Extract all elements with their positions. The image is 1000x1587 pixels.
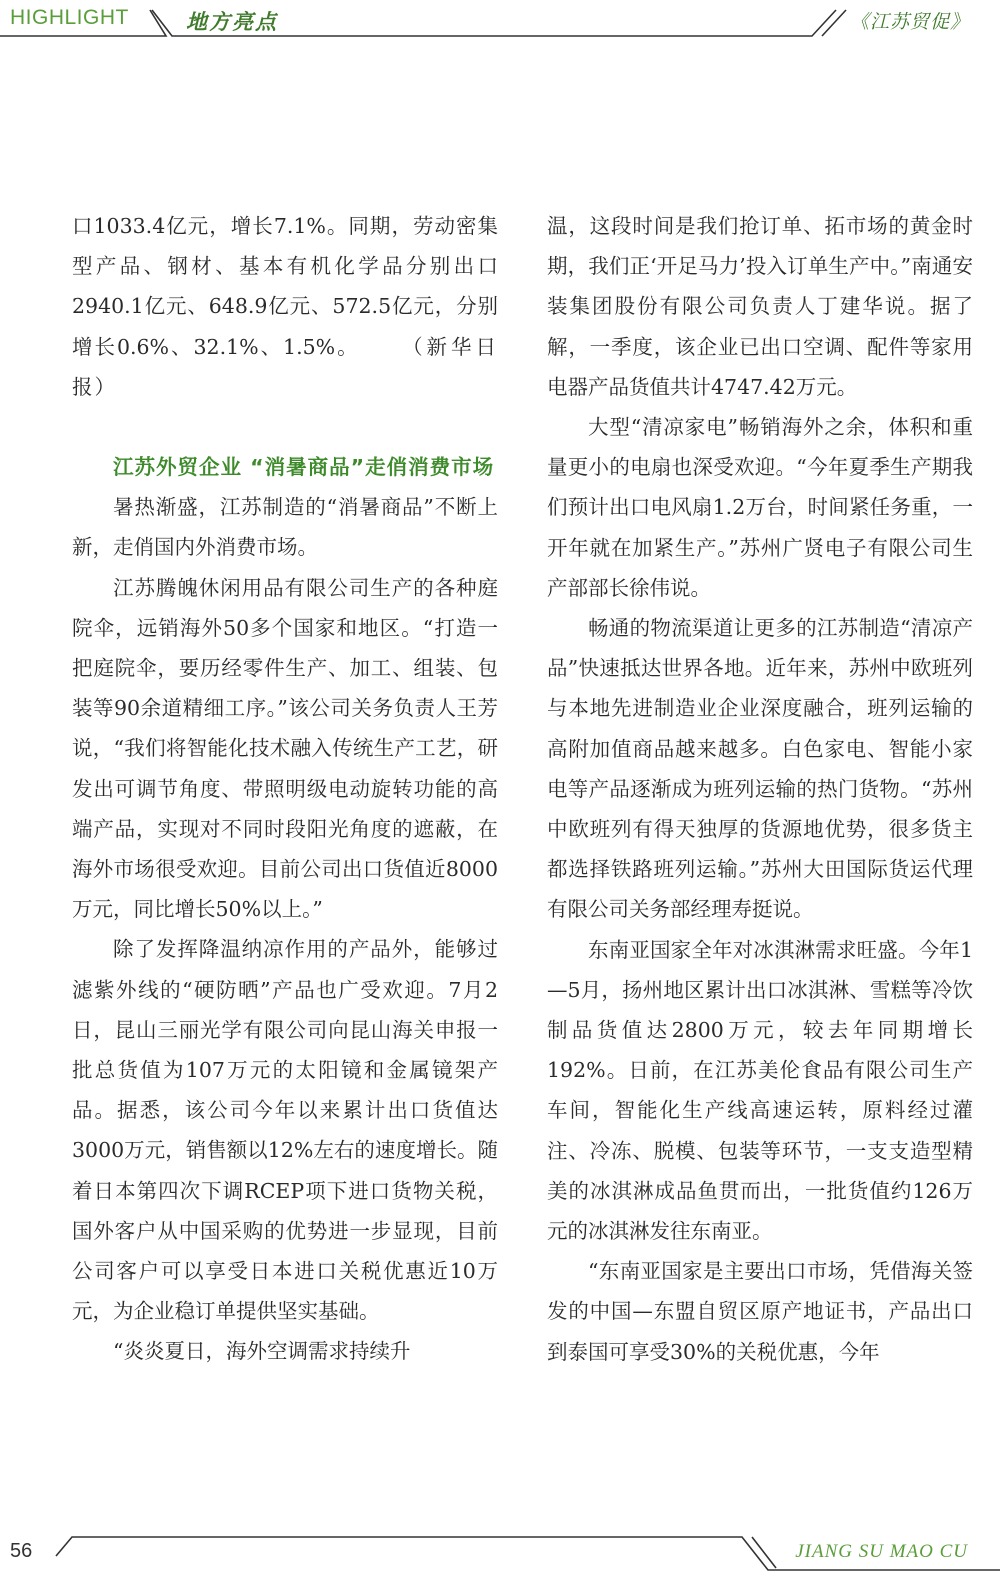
left-paragraph-1 [72,206,498,407]
magazine-pinyin: JIANG SU MAO CU [795,1541,968,1562]
left-paragraph-1-text: 口1033.4亿元，增长7.1%。同期，劳动密集型产品、钢材、基本有机化学品分别出口2940.1亿元、648.9亿元、572.5亿元，分别增长0.6%、32.1%、1.5%。 [72,214,498,359]
left-paragraph-2: 暑热渐盛，江苏制造的“消暑商品”不断上新，走俏国内外消费市场。 [72,495,498,560]
footer-rule-slash [752,1537,776,1568]
right-paragraph-3: 畅通的物流渠道让更多的江苏制造“清凉产品”快速抵达世界各地。近年来，苏州中欧班列与本地先进制造业企业深度融合，班列运输的高附加值商品越来越多。白色家电、智能小家电等产品逐渐成为班列运输的热门货物。“苏州中欧班列有得天独厚的货源地优势，很多货主都选择铁路班列运输。”苏州大田国际货运代理有限公司关务部经理寿挺说。 [547,616,973,922]
left-paragraph-3: 江苏腾魄休闲用品有限公司生产的各种庭院伞，远销海外50多个国家和地区。“打造一把庭院伞，要历经零件生产、加工、组装、包装等90余道精细工序。”该公司关务负责人王芳说，“我们将智能化技术融入传统生产工艺，研发出可调节角度、带照明级电动旋转功能的高端产品，实现对不同时段阳光角度的遮蔽，在海外市场很受欢迎。目前公司出口货值近8000万元，同比增长50%以上。” [72,575,498,922]
section-title: 江苏外贸企业 “消暑商品”走俏消费市场 [113,455,495,480]
left-paragraph-4: 除了发挥降温纳凉作用的产品外，能够过滤紫外线的“硬防晒”产品也广受欢迎。7月2日，昆山三丽光学有限公司向昆山海关申报一批总货值为107万元的太阳镜和金属镜架产品。据悉，该公司今年以来累计出口货值达3000万元，销售额以12%左右的速度增长。随着日本第四次下调RCEP项下进口货物关税，国外客户从中国采购的优势进一步显现，目前公司客户可以享受日本进口关税优惠近10万元，为企业稳订单提供坚实基础。 [72,937,498,1324]
magazine-title: 《江苏贸促》 [849,11,970,33]
right-paragraph-5: “东南亚国家是主要出口市场，凭借海关签发的中国—东盟自贸区原产地证书，产品出口到泰国可享受30%的关税优惠，今年 [547,1259,973,1364]
right-paragraph-2: 大型“清凉家电”畅销海外之余，体积和重量更小的电扇也深受欢迎。“今年夏季生产期我们预计出口电风扇1.2万台，时间紧任务重，一开年就在加紧生产。”苏州广贤电子有限公司生产部部长徐伟说。 [547,415,973,600]
section-label-en: HIGHLIGHT [10,6,129,29]
news-source: （新华日报） [72,334,498,399]
page-footer [0,1530,1000,1587]
right-column [547,206,973,1372]
header-rule-slash [822,10,846,36]
section-label-cn: 地方亮点 [186,9,278,34]
right-paragraph-1: 温，这段时间是我们抢订单、拓市场的黄金时期，我们正‘开足马力’投入订单生产中。”南通安装集团股份有限公司负责人丁建华说。据了解，一季度，该企业已出口空调、配件等家用电器产品货值共计4747.42万元。 [547,214,973,399]
left-paragraph-5: “炎炎夏日，海外空调需求持续升 [113,1339,411,1364]
left-column [72,206,498,1372]
page-number: 56 [10,1540,33,1562]
right-paragraph-4: 东南亚国家全年对冰淇淋需求旺盛。今年1—5月，扬州地区累计出口冰淇淋、雪糕等冷饮制品货值达2800万元，较去年同期增长192%。日前，在江苏美伦食品有限公司生产车间，智能化生产线高速运转，原料经过灌注、冷冻、脱模、包装等环节，一支支造型精美的冰淇淋成品鱼贯而出，一批货值约126万元的冰淇淋发往东南亚。 [547,937,973,1244]
page-header [0,0,1000,44]
